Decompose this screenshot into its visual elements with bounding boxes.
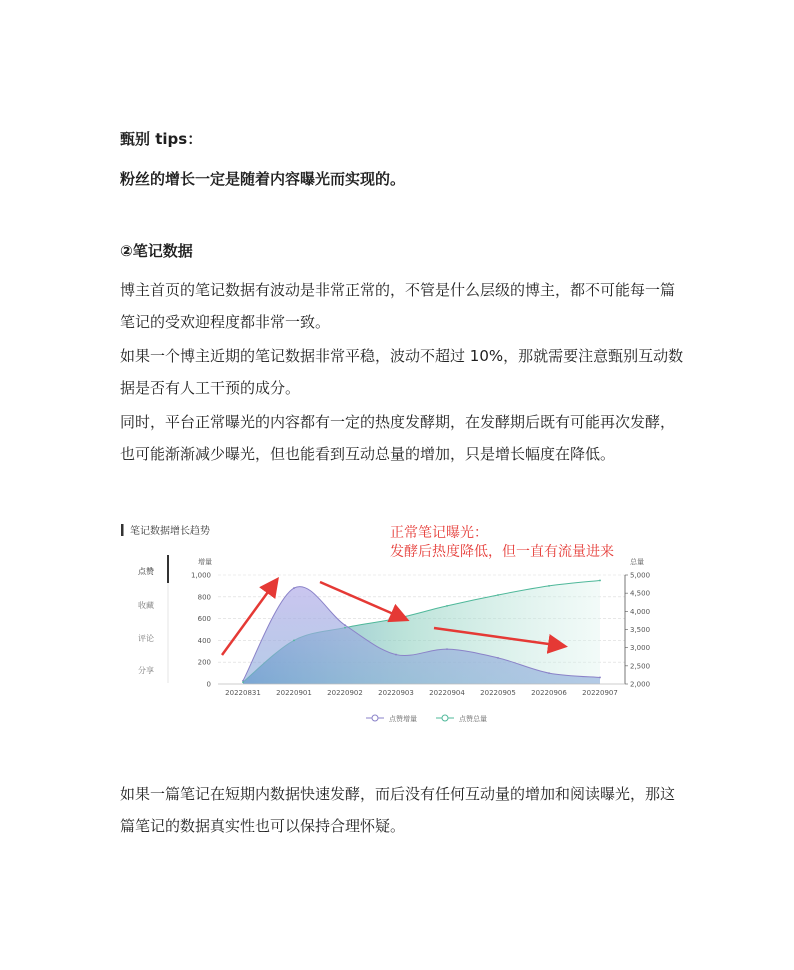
tab-shares[interactable]: 分享: [138, 666, 154, 675]
legend: [366, 714, 487, 723]
left-axis-ticks: [191, 572, 211, 689]
para4-line2: 篇笔记的数据真实性也可以保持合理怀疑。: [120, 817, 406, 835]
left-tick-label: 600: [197, 615, 211, 624]
annotation-line1: 正常笔记曝光：: [390, 525, 488, 541]
x-tick-label: 20220907: [582, 689, 618, 697]
total-point: [293, 640, 295, 642]
para2-line1: 如果一个博主近期的笔记数据非常平稳，波动不超过 10%，那就需要注意甄别互动数: [120, 347, 684, 365]
title-marker: [121, 524, 124, 536]
chart-panel-title: 笔记数据增长趋势: [130, 526, 210, 537]
left-tick-label: 400: [197, 636, 211, 645]
total-point: [446, 605, 448, 607]
legend-increment-marker: [372, 715, 378, 721]
total-point: [599, 580, 601, 582]
series-areas: [242, 580, 601, 684]
x-tick-label: 20220905: [480, 689, 516, 697]
x-tick-label: 20220902: [327, 689, 363, 697]
x-axis-ticks: [225, 689, 618, 697]
legend-increment-label[interactable]: 点赞增量: [389, 715, 417, 723]
legend-total-label[interactable]: 点赞总量: [459, 715, 487, 723]
right-tick-label: 4,000: [630, 607, 651, 616]
total-point: [548, 585, 550, 587]
right-tick-label: 3,500: [630, 626, 651, 634]
right-tick-label: 2,500: [630, 662, 651, 671]
increment-point: [446, 648, 448, 650]
increment-point: [293, 587, 295, 589]
tips-bold-text: 粉丝的增长一定是随着内容曝光而实现的。: [120, 170, 406, 188]
tab-favorites[interactable]: 收藏: [138, 601, 154, 610]
x-tick-label: 20220903: [378, 689, 414, 697]
total-point: [242, 681, 244, 683]
tips-heading: 甄别 tips：: [120, 130, 203, 148]
para3-line2: 也可能渐渐减少曝光，但也能看到互动总量的增加，只是增长幅度在降低。: [120, 445, 616, 463]
tab-comments[interactable]: 评论: [138, 634, 154, 643]
chart-panel: [118, 505, 651, 745]
right-tick-label: 5,000: [630, 571, 651, 580]
increment-point: [548, 672, 550, 674]
increment-point: [344, 624, 346, 626]
para1-line2: 笔记的受欢迎程度都非常一致。: [120, 313, 331, 331]
x-tick-label: 20220906: [531, 689, 567, 697]
left-tick-label: 1,000: [190, 571, 211, 580]
para4-line1: 如果一篇笔记在短期内数据快速发酵，而后没有任何互动量的增加和阅读曝光，那这: [120, 785, 676, 803]
tab-likes[interactable]: 点赞: [138, 567, 154, 576]
x-tick-label: 20220901: [276, 689, 312, 697]
right-axis-ticks: [625, 572, 650, 689]
right-axis-label: 总量: [630, 558, 644, 566]
legend-total-marker: [442, 715, 448, 721]
increment-point: [599, 677, 601, 679]
section-heading: ②笔记数据: [120, 242, 193, 260]
right-tick-label: 3,000: [630, 644, 651, 653]
increment-point: [395, 654, 397, 656]
right-tick-label: 4,500: [630, 589, 651, 598]
x-tick-label: 20220831: [225, 689, 261, 697]
para3-line1: 同时，平台正常曝光的内容都有一定的热度发酵期，在发酵期后既有可能再次发酵，: [120, 413, 676, 431]
para2-line2: 据是否有人工干预的成分。: [120, 379, 301, 397]
increment-point: [497, 657, 499, 659]
total-point: [395, 618, 397, 620]
trend-chart: [118, 505, 651, 745]
right-tick-label: 2,000: [630, 680, 651, 689]
left-tick-label: 0: [206, 680, 211, 689]
total-point: [497, 594, 499, 596]
left-axis-label: 增量: [198, 558, 212, 566]
left-tick-label: 200: [197, 658, 211, 667]
x-tick-label: 20220904: [429, 689, 465, 697]
total-point: [344, 627, 346, 629]
annotation-line2: 发酵后热度降低，但一直有流量进来: [390, 544, 614, 560]
para1-line1: 博主首页的笔记数据有波动是非常正常的，不管是什么层级的博主，都不可能每一篇: [120, 281, 676, 299]
left-tick-label: 800: [197, 593, 211, 602]
